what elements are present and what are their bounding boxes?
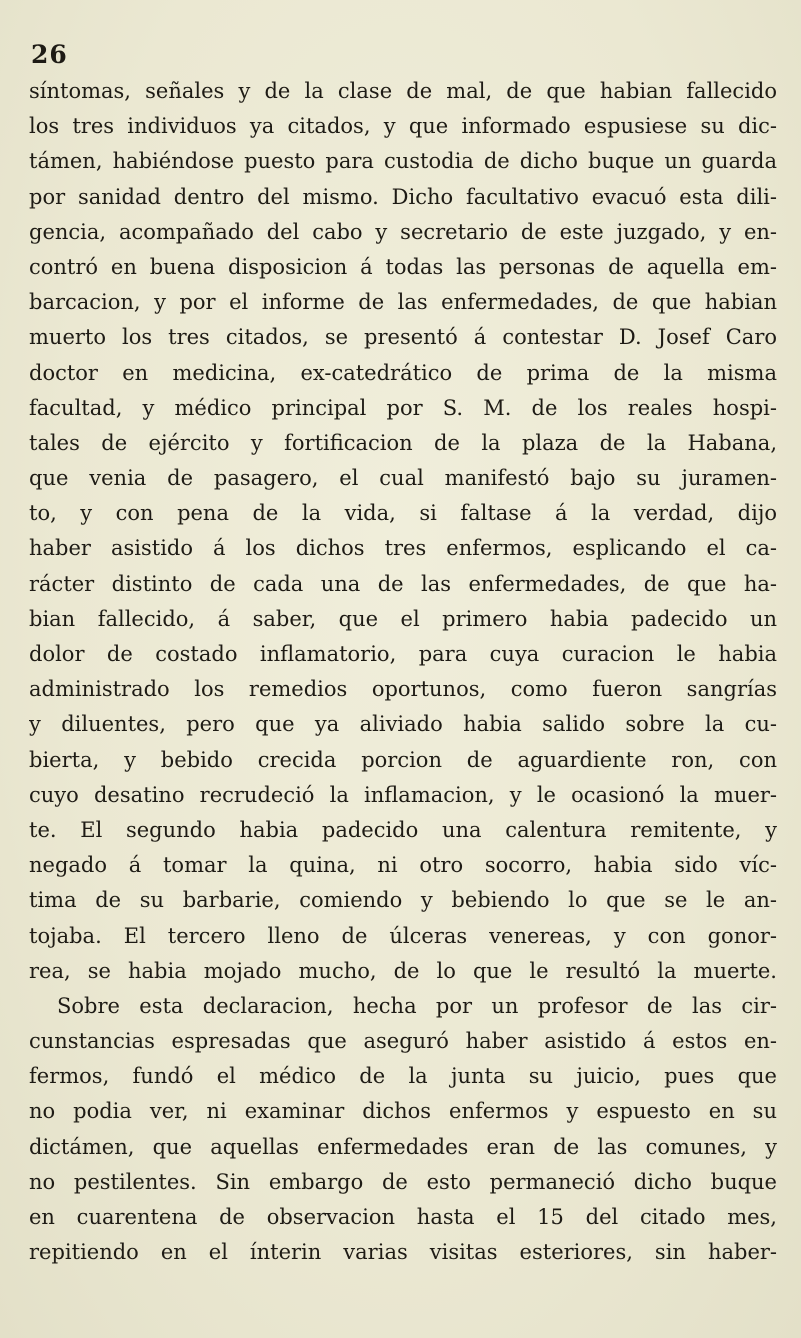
text-line: rea, se habia mojado mucho, de lo que le resultó la muerte.: [29, 958, 777, 983]
text-line: cuyo desatino recrudeció la inflamacion, y le ocasionó la muer-: [29, 782, 777, 807]
text-line: doctor en medicina, ex-catedrático de prima de la misma: [29, 360, 777, 385]
text-line: contró en buena disposicion á todas las personas de aquella em-: [29, 254, 777, 279]
text-line: tima de su barbarie, comiendo y bebiendo lo que se le an-: [29, 888, 777, 913]
text-line: tojaba. El tercero lleno de úlceras venereas, y con gonor-: [29, 923, 777, 948]
text-line: fermos, fundó el médico de la junta su juicio, pues que: [29, 1064, 777, 1089]
text-line: repitiendo en el ínterin varias visitas esteriores, sin haber-: [29, 1240, 777, 1265]
text-line: cunstancias espresadas que aseguró haber asistido á estos en-: [29, 1029, 777, 1054]
body-text: [29, 74, 777, 1270]
text-line: haber asistido á los dichos tres enfermos, esplicando el ca-: [29, 536, 777, 561]
text-line: los tres individuos ya citados, y que informado espusiese su dic-: [29, 114, 777, 139]
text-line: dolor de costado inflamatorio, para cuya curacion le habia: [29, 642, 777, 666]
text-line: barcacion, y por el informe de las enfermedades, de que habian: [29, 290, 777, 315]
text-line: no podia ver, ni examinar dichos enfermos y espuesto en su: [29, 1099, 777, 1124]
text-line: támen, habiéndose puesto para custodia de dicho buque un guarda: [29, 149, 777, 174]
text-line: dictámen, que aquellas enfermedades eran de las comunes, y: [29, 1134, 777, 1159]
text-line: síntomas, señales y de la clase de mal, de que habian fallecido: [29, 79, 777, 103]
text-line: bierta, y bebido crecida porcion de aguardiente ron, con: [29, 747, 777, 772]
text-line: por sanidad dentro del mismo. Dicho facultativo evacuó esta dili-: [29, 184, 777, 209]
text-line: gencia, acompañado del cabo y secretario de este juzgado, y en-: [29, 219, 777, 244]
text-line: y diluentes, pero que ya aliviado habia salido sobre la cu-: [29, 712, 777, 737]
text-line: muerto los tres citados, se presentó á contestar D. Josef Caro: [29, 325, 777, 350]
page-number: 26: [31, 40, 68, 69]
text-line: Sobre esta declaracion, hecha por un profesor de las cir-: [57, 993, 777, 1018]
text-line: te. El segundo habia padecido una calentura remitente, y: [29, 817, 777, 842]
text-line: to, y con pena de la vida, si faltase á la verdad, dijo: [29, 501, 777, 526]
text-line: tales de ejército y fortificacion de la plaza de la Habana,: [29, 430, 777, 455]
text-line: negado á tomar la quina, ni otro socorro, habia sido víc-: [29, 853, 777, 878]
text-line: rácter distinto de cada una de las enfermedades, de que ha-: [29, 571, 777, 596]
text-line: no pestilentes. Sin embargo de esto permaneció dicho buque: [29, 1169, 777, 1194]
text-line: bian fallecido, á saber, que el primero habia padecido un: [29, 606, 777, 631]
text-line: facultad, y médico principal por S. M. de los reales hospi-: [29, 395, 777, 420]
text-line: en cuarentena de observacion hasta el 15 del citado mes,: [29, 1205, 777, 1229]
text-line: administrado los remedios oportunos, como fueron sangrías: [29, 677, 777, 702]
text-line: que venia de pasagero, el cual manifestó bajo su juramen-: [29, 466, 777, 491]
